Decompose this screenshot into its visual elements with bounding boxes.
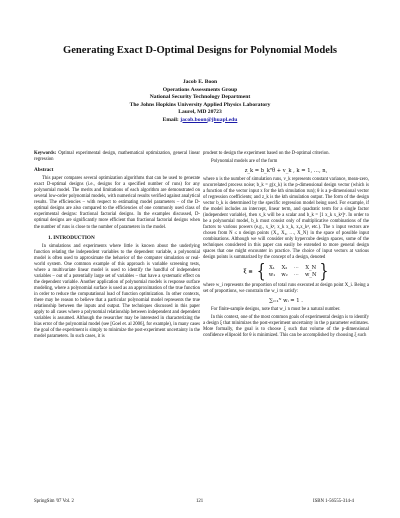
affiliation-line: National Security Technology Department bbox=[149, 94, 251, 100]
matrix-cell: w₁ bbox=[268, 271, 276, 278]
author-name: Jacob E. Boon bbox=[182, 79, 218, 85]
keywords-text: Optimal experimental design, mathematical optimization, general linear regression bbox=[34, 151, 200, 163]
matrix-cell: X_N bbox=[305, 265, 317, 272]
design-symbol: ξ ≡ bbox=[243, 268, 253, 275]
matrix-cell: w_N bbox=[304, 271, 317, 278]
affiliation-line: The Johns Hopkins University Applied Physics Laboratory bbox=[129, 101, 271, 108]
model-equation: z_k = b_kᵀθ + v_k , k = 1, …, n, bbox=[244, 167, 328, 174]
body-paragraph: For finite-sample designs, note that w_i n must be a natural number. bbox=[211, 307, 341, 313]
body-paragraph: Polynomial models are of the form bbox=[211, 158, 278, 164]
paper-title: Generating Exact D-Optimal Designs for Polynomial Models bbox=[62, 45, 338, 56]
intro-paragraph: In simulations and experiments where little is known about the underlying function relating the independent variables to the dependent variable, a polynomial model is often used to approximate the behavior of the computer simulation or real-world system. One common example of this approach is variable screening tests, where a multivariate linear model is used to identify the handful of independent variables – out of a potentially large set of variables – that have a systematic effect on the dependent variable. Another application of polynomial models is response surface modeling, where a polynomial surface is used as an approximation of the true function in order to reduce the computational load of function optimization. In other contexts, there may be reason to believe that a particular polynomial model represents the true relationship between the inputs and output. The techniques discussed in this paper apply to all cases where a polynomial relationship between independent and dependent variables is assumed. Although the researcher may be interested in characterizing the bias error of the polynomial model (see [Goel et. al 2006], for example), in many cases the goal of the experiment is simply to minimize the post-experiment uncertainty in the model parameters. In such cases, it is bbox=[34, 243, 200, 340]
abstract-heading: Abstract bbox=[34, 167, 54, 174]
affiliation-line: Operations Assessments Group bbox=[162, 86, 238, 93]
matrix-cell: X₁ bbox=[269, 265, 275, 272]
matrix-cell: w₂ bbox=[281, 271, 288, 278]
matrix-cell: X₂ bbox=[281, 265, 288, 272]
matrix-cell: ⋯ bbox=[293, 271, 299, 278]
body-paragraph: where n is the number of simulation runs, v_k represents constant variance, mean-zero, uncorrelated process noise; b_k = g(x_k) is the p-dimensional design vector (which is a function of the vector input x for the kth simulation run); θ is a p-dimensional vector of regression coefficients; and z_k is the kth simulation output. The form of the design vector b_k is determined by the specific regression model being used. For example, if the model includes an intercept, linear term, and quadratic term for a single factor (independent variable), then x_k will be a scalar and b_k = [1 x_k x_k²]ᵀ. In order to be a polynomial model, b_k must consist only of multiplicative combinations of the factors to various powers (e.g., x_k², x_k x_k, x₂x_k², etc.). The x input vectors are chosen from N ≤ n design points {X₁, X₂, …, X_N} in the space of possible input combinations. Although we will consider only hypercube design spaces, some of the techniques considered in this paper can easily be extended to more general design spaces that one might encounter in practice. The choice of input vectors at various design points is summarized by the concept of a design, denoted bbox=[203, 176, 369, 261]
body-paragraph: In this context, one of the most common goals of experimental design is to identify a design ξ that minimizes the post-experiment uncertainty in the p parameter estimates. More formally, the goal is to choose ξ such that volume of the p-dimensional confidence ellipsoid for θ is minimized. This can be accomplished by choosing ξ such bbox=[203, 314, 369, 338]
author-block bbox=[60, 79, 340, 124]
affiliation-line: Laurel, MD 20723 bbox=[178, 109, 222, 115]
right-column bbox=[203, 151, 369, 340]
footer-conference: SpringSim '07 Vol. 2 bbox=[34, 499, 74, 504]
matrix-cell: ⋯ bbox=[293, 265, 299, 272]
body-paragraph: prudent to design the experiment based on the D-optimal criterion. bbox=[203, 151, 330, 156]
email-line bbox=[60, 117, 340, 125]
email-link[interactable]: jacob.boon@jhuapl.edu bbox=[180, 116, 238, 123]
right-brace: } bbox=[319, 261, 329, 283]
abstract-text: This paper compares several optimization algorithms that can be used to generate exact D-optimal designs (i.e., designs for a specified number of runs) for any polynomial model. The merits and limitations of each algorithm are demonstrated on several low-order polynomial models, with numerical results verified against analytical results. The efficiencies – with respect to estimating model parameters – of the D-optimal designs are also compared to the efficiencies of one commonly used class of experimental designs: fractional factorial designs. In the examples discussed, D-optimal designs are significantly more efficient than fractional factorial designs when the number of runs is close to the number of parameters in the model. bbox=[34, 176, 200, 230]
design-table bbox=[266, 265, 320, 278]
design-matrix bbox=[203, 261, 369, 283]
footer-page-number: 121 bbox=[196, 499, 204, 504]
keywords bbox=[34, 151, 200, 163]
body-paragraph: where w_i represents the proportion of total runs executed at design point X_i. Being a set of proportions, we constrain the w_i to satisfy: bbox=[203, 283, 369, 295]
email-label: Email: bbox=[162, 116, 179, 123]
left-brace: { bbox=[256, 261, 266, 283]
footer-isbn: ISBN 1-56555-314-4 bbox=[313, 499, 354, 504]
keywords-label: Keywords: bbox=[34, 151, 57, 156]
left-column bbox=[34, 151, 200, 342]
intro-heading: 1. INTRODUCTION bbox=[48, 234, 95, 241]
weight-constraint-equation: ∑ᵢ₌₁ᴺ wᵢ = 1 . bbox=[269, 298, 303, 305]
